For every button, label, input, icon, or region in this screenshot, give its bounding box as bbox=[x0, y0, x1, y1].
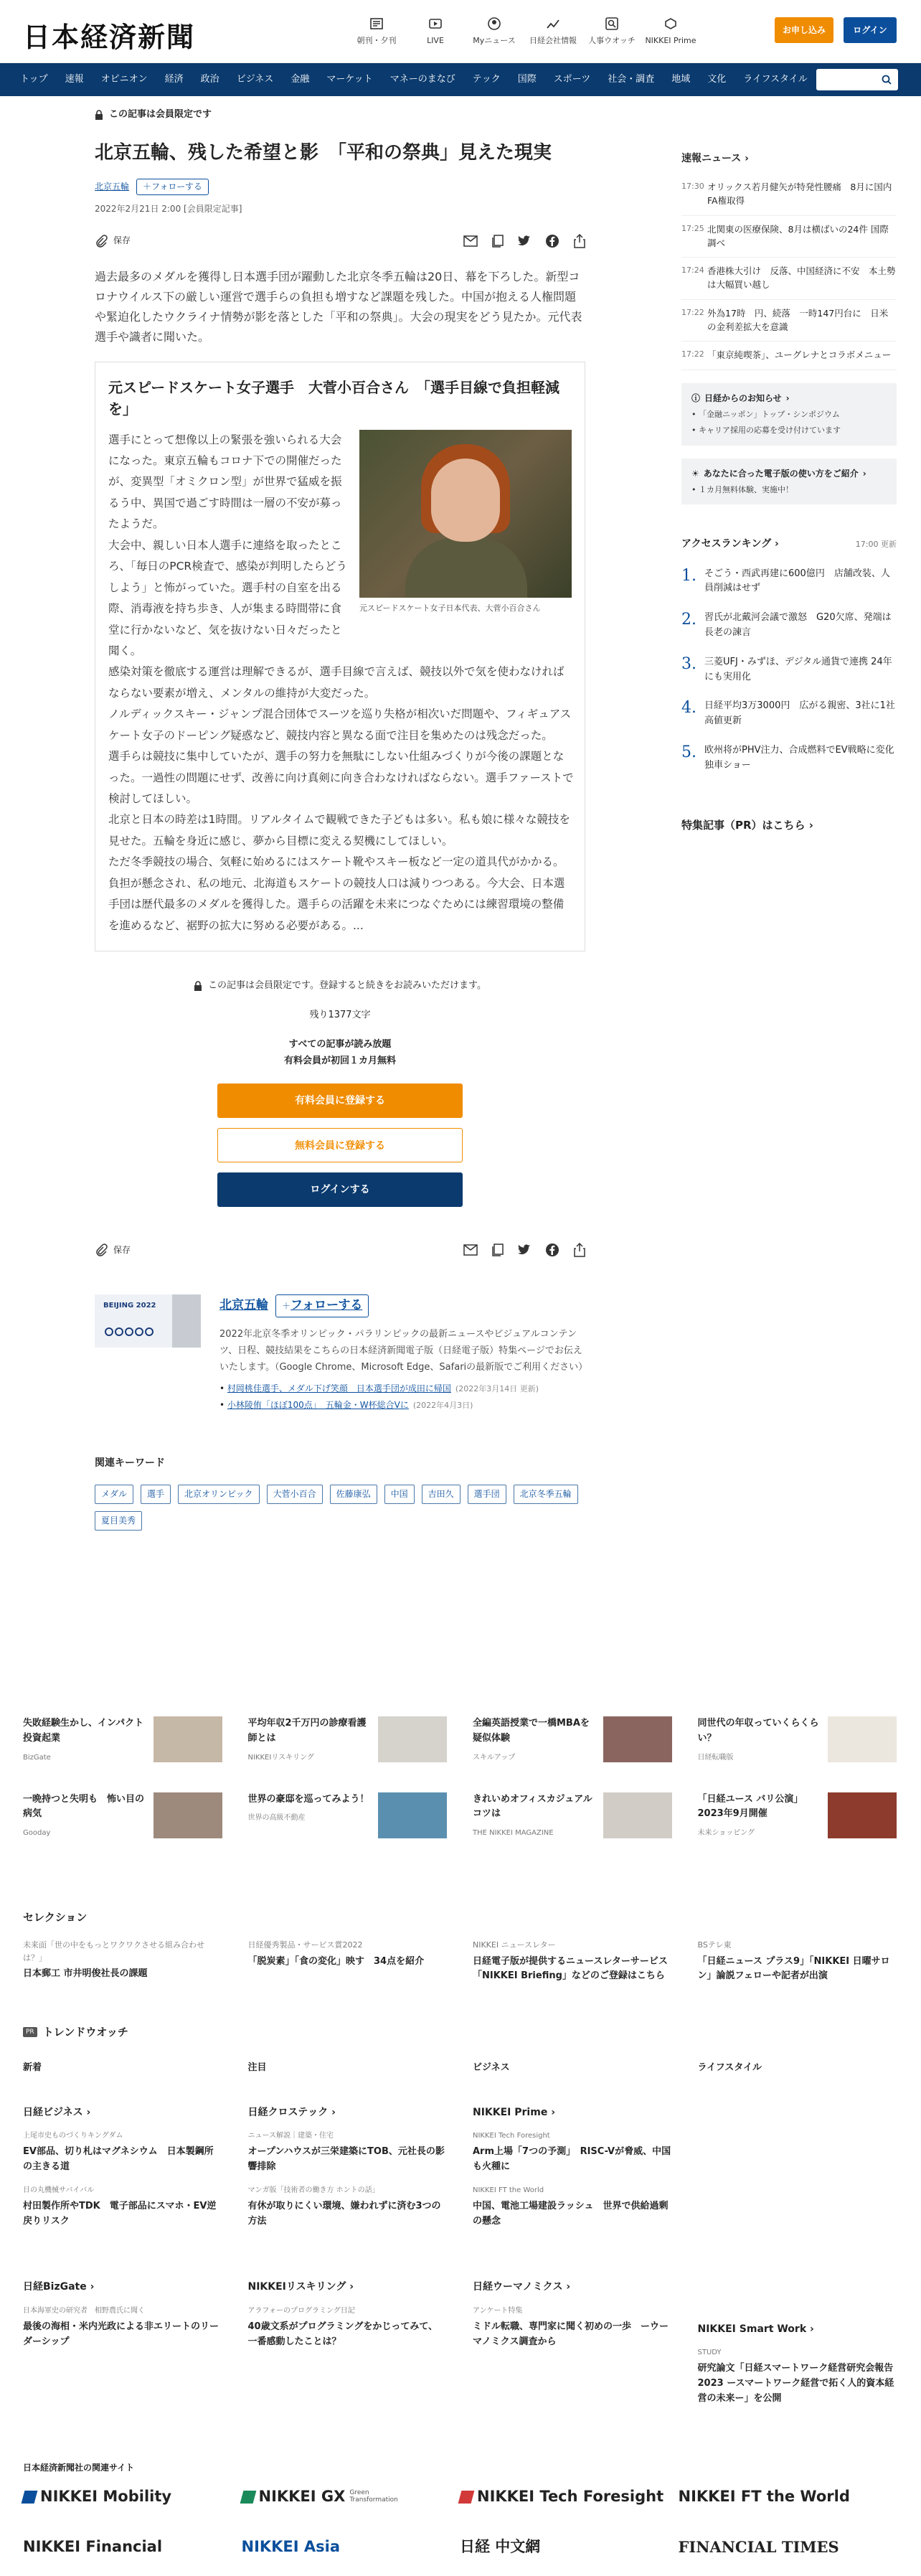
promo-image bbox=[603, 1792, 672, 1838]
paperclip-icon bbox=[95, 235, 108, 248]
topic-row bbox=[95, 179, 585, 195]
site-header bbox=[0, 0, 921, 63]
article-date: 2022年2月21日 2:00 [会員限定記事] bbox=[95, 204, 242, 215]
share-icon[interactable] bbox=[574, 234, 585, 248]
user-icon bbox=[486, 16, 502, 32]
topic-link-item: • 小林陵侑「ほぼ100点」 五輪金・W杯総合Vに (2022年4月3日) bbox=[219, 1399, 473, 1410]
login-button[interactable]: ログイン bbox=[844, 17, 897, 43]
nav-item[interactable]: 金融 bbox=[291, 73, 310, 85]
promo-item[interactable]: 一晩持つと失明も 怖い目の病気 Gooday bbox=[23, 1792, 222, 1840]
trend-article[interactable]: 研究論文「日経スマートワーク経営研究会報告2023 ースマートワーク経営で拓く人的資本経営の未来ー」を公開 bbox=[697, 2363, 894, 2404]
group-sites-heading: 日本経済新聞社の関連サイト bbox=[23, 2463, 135, 2473]
topic-links bbox=[219, 1382, 585, 1412]
newspaper-icon bbox=[369, 16, 384, 32]
copy-icon[interactable] bbox=[492, 1244, 504, 1256]
paywall-notice: この記事は会員限定です。登録すると続きをお読みいただけます。 bbox=[95, 979, 585, 994]
lock-icon bbox=[194, 981, 202, 991]
promo-item[interactable]: 同世代の年収っていくらくらい？ 日経転職版 bbox=[698, 1716, 897, 1764]
trend-article[interactable]: オープンハウスが三栄建築にTOB、元社長の影響排除 bbox=[247, 2146, 445, 2172]
promo-grid bbox=[23, 1716, 897, 1839]
selection-item[interactable]: 日経優秀製品・サービス賞2022 「脱炭素」「食の変化」映す 34点を紹介 bbox=[247, 1940, 425, 1967]
nav-item[interactable]: 社会・調査 bbox=[608, 73, 655, 85]
photo-caption: 元スピードスケート女子日本代表、大菅小百合さん bbox=[359, 603, 541, 613]
nav-item[interactable]: 速報 bbox=[65, 73, 84, 85]
sidebar bbox=[681, 151, 904, 834]
breaking-news-item[interactable]: 17:25 北関東の医療保険、8月は横ばいの24件 国際調べ bbox=[681, 216, 897, 258]
brand-link[interactable]: 日経クロステック › bbox=[247, 2106, 336, 2118]
follow-button[interactable]: ＋フォローする bbox=[136, 179, 209, 195]
pr-badge: PR bbox=[23, 2027, 37, 2037]
interview-photo bbox=[359, 430, 572, 615]
topic-link-item: • 村岡桃佳選手、メダル下げ笑顔 日本選手団が成田に帰国 (2022年3月14日 更新) bbox=[219, 1383, 539, 1393]
breaking-news-item[interactable]: 17:30 オリックス若月健矢が特発性腰痛 8月に国内FA権取得 bbox=[681, 174, 897, 216]
keyword-tag[interactable]: 佐藤康弘 bbox=[330, 1485, 377, 1504]
topic-info bbox=[219, 1294, 588, 1412]
info-icon: ⓘ bbox=[691, 393, 701, 404]
lock-icon bbox=[95, 110, 103, 120]
members-only-label: この記事は会員限定です bbox=[95, 108, 585, 123]
paperclip-icon bbox=[95, 1244, 108, 1256]
ranking-item[interactable]: 1. そごう・西武再建に600億円 店舗改装、人員削減はせず bbox=[681, 566, 890, 594]
paragraph: ノルディックスキー・ジャンプ混合団体でスーツを巡り失格が相次いだ問題や、フィギュアスケート女子のドーピング疑惑など、競技内容と異なる面で注目を集めたのは残念だった。 bbox=[108, 708, 572, 742]
promo-item[interactable]: 「日経ユース バリ公演」2023年9月開催 未来ショッピング bbox=[698, 1792, 897, 1840]
header-personnel-link[interactable]: 人事ウオッチ bbox=[582, 16, 641, 47]
main-nav bbox=[0, 63, 921, 96]
paragraph: 大会中、親しい日本人選手に連絡を取ったところ、「毎日のPCR検査で、感染が判明したらどうしよう」と怖がっていた。選手村の自室を出る際、消毒液を持ち歩き、人が集まる時間帯に食堂に行かないなど、気を抜けない日々だったと聞く。 bbox=[108, 538, 347, 657]
trend-article[interactable]: 村田製作所やTDK 電子部品にスマホ・EV逆戻りリスク bbox=[23, 2200, 217, 2227]
keyword-tag[interactable]: 中国 bbox=[384, 1485, 415, 1504]
register-button[interactable]: お申し込み bbox=[775, 17, 833, 43]
share-icons bbox=[463, 1243, 585, 1257]
ranking-item[interactable]: 5. 欧州将がPHV注力、合成燃料でEV戦略に変化 独車ショー bbox=[681, 743, 904, 771]
article-main bbox=[95, 108, 588, 1531]
topic-section bbox=[95, 1294, 588, 1412]
trend-article[interactable]: 40歳文系がプログラミングをかじってみて、一番感動したことは？ bbox=[247, 2321, 438, 2347]
save-button[interactable]: 保存 bbox=[95, 234, 131, 248]
keyword-tag[interactable]: 夏目美秀 bbox=[95, 1511, 142, 1531]
keyword-tag[interactable]: メダル bbox=[95, 1485, 133, 1504]
brand-link[interactable]: 日経ウーマノミクス › bbox=[473, 2281, 571, 2293]
notice-heading[interactable]: ☀ あなたに合った電子版の使い方をご紹介 › bbox=[691, 467, 887, 481]
breaking-news-heading[interactable]: 速報ニュース › bbox=[681, 153, 749, 164]
share-icon[interactable] bbox=[574, 1243, 585, 1257]
follow-button[interactable]: ＋フォローする bbox=[275, 1294, 369, 1317]
beijing-2022-logo[interactable]: BEIJING 2022 bbox=[95, 1294, 201, 1348]
brand-link[interactable]: NIKKEI Smart Work › bbox=[697, 2323, 814, 2335]
olympic-rings-icon bbox=[105, 1327, 154, 1336]
interview-box bbox=[95, 362, 585, 952]
keyword-tag[interactable]: 選手 bbox=[141, 1485, 171, 1504]
share-icons bbox=[463, 234, 585, 248]
keyword-tag[interactable]: 北京オリンピック bbox=[178, 1485, 260, 1504]
promo-item[interactable]: 平均年収2千万円の診療看護師とは NIKKEIリスキリング bbox=[248, 1716, 448, 1764]
article-lead: 過去最多のメダルを獲得し日本選手団が躍動した北京冬季五輪は20日、幕を下ろした。新型コロナウイルス下の厳しい運営で選手らの負担も増すなど課題を残した。中国が抱える人権問題や緊迫化したウクライナ情勢が影を落とした「平和の祭典」。大会の現実をどう見たか。元代表選手や識者に聞いた。 bbox=[95, 269, 582, 344]
promo-image bbox=[828, 1716, 897, 1762]
paid-register-button[interactable]: 有料会員に登録する bbox=[217, 1083, 463, 1118]
copy-icon[interactable] bbox=[492, 235, 504, 248]
breaking-news-item[interactable]: 17:22 「東京純喫茶」、ユーグレナとコラボメニュー bbox=[681, 342, 897, 370]
article-title: 北京五輪、残した希望と影 「平和の祭典」見えた現実 bbox=[95, 141, 552, 164]
interview-title: 元スピードスケート女子選手 大菅小百合さん 「選手目線で負担軽減を」 bbox=[108, 378, 559, 418]
ranking-title[interactable]: アクセスランキング › bbox=[681, 538, 779, 550]
live-icon bbox=[428, 16, 443, 32]
search-icon bbox=[604, 16, 620, 32]
site-logo[interactable]: 日本経済新聞 bbox=[23, 21, 196, 53]
selection-item[interactable]: BSテレ東 「日経ニュース プラス9」「NIKKEI 日曜サロン」論説フェローや記者が出演 bbox=[697, 1940, 890, 1982]
ranking-heading bbox=[681, 536, 897, 552]
trend-column: 注目 日経クロステック › ニュース解説｜建築・住宅 オープンハウスが三栄建築にTOB、元社長の影響排除 マンガ版「技術者の働き方 ホントの話」 有休が取りにくい環境、嫌われずに済む3つの方法 NIKKEIリスキリング › アラフォーのプログラミング日記 40歳文系がプログラミングをかじってみて、一番感動したことは？ bbox=[248, 2061, 448, 2407]
chart-icon bbox=[545, 16, 561, 32]
promo-item[interactable]: きれいめオフィスカジュアル コツは THE NIKKEI MAGAZINE bbox=[473, 1792, 672, 1840]
paywall bbox=[95, 979, 585, 1207]
facebook-icon[interactable] bbox=[545, 234, 559, 248]
selection-section bbox=[23, 1909, 897, 1984]
brand-link[interactable]: 日経ビジネス › bbox=[23, 2106, 91, 2118]
paragraph: ただ冬季競技の場合、気軽に始めるにはスケート靴やスキー板など一定の道具代がかかる。負担が懸念され、私の地元、北海道もスケートの競技人口は減りつつある。今大会、日本選手団は歴代最多のメダルを獲得した。選手らの活躍を未来につなぐためには練習環境の整備を進めるなど、裾野の拡大に努める必要がある。... bbox=[108, 855, 565, 932]
breaking-news-item[interactable]: 17:24 香港株大引け 反落、中国経済に不安 本土勢は大幅買い越し bbox=[681, 258, 897, 300]
trend-watch-section bbox=[23, 2023, 897, 2407]
paragraph: 選手にとって想像以上の緊張を強いられる大会になった。東京五輪もコロナ下での開催だったが、変異型「オミクロン型」が世界で猛威を振るう中、異国で過ごす時間は一層の不安が募ったようだ。 bbox=[108, 433, 342, 531]
trend-column: 新着 日経ビジネス › 上尾市史ものづくりキングダム EV部品、切り札はマグネシウム 日本製鋼所の主きる道 日の丸機械サバイバル 村田製作所やTDK 電子部品にスマホ・EV逆戻りリスク 日経BizGate › 日本海軍史の研究者 相野農氏に聞く 最後の海相・米内光政による非エリートのリーダーシップ bbox=[23, 2061, 222, 2407]
selection-item[interactable]: 未来面「世の中をもっとワクワクさせる組み合わせは？」 日本郵工 市井明俊社長の課題 bbox=[23, 1940, 204, 1980]
notice-heading[interactable]: ⓘ 日経からのお知らせ › bbox=[691, 392, 887, 405]
facebook-icon[interactable] bbox=[545, 1243, 559, 1257]
twitter-icon[interactable] bbox=[518, 1244, 531, 1256]
promo-image bbox=[828, 1792, 897, 1838]
nav-item[interactable]: マーケット bbox=[326, 73, 373, 85]
nav-item[interactable]: テック bbox=[472, 73, 501, 85]
paywall-login-button[interactable]: ログインする bbox=[217, 1172, 463, 1207]
nav-item[interactable]: ビジネス bbox=[236, 73, 274, 85]
prime-icon bbox=[663, 16, 679, 32]
paywall-benefits: すべての記事が読み放題 有料会員が初回１カ月無料 bbox=[283, 1038, 396, 1067]
keyword-tag[interactable]: 大菅小百合 bbox=[267, 1485, 323, 1504]
promo-image bbox=[154, 1716, 222, 1762]
topic-name-row bbox=[219, 1294, 585, 1317]
breaking-news-item[interactable]: 17:22 外為17時 円、続落 一時147円台に 日米の金利差拡大を意識 bbox=[681, 300, 897, 342]
notice-item[interactable]: • 「金融ニッポン」トップ・シンポジウム bbox=[691, 410, 840, 420]
promo-image bbox=[603, 1716, 672, 1762]
nikkei-chinese-logo[interactable]: 日経 中文網 bbox=[460, 2538, 541, 2556]
nav-item[interactable]: オピニオン bbox=[100, 73, 148, 85]
nav-item[interactable]: トップ bbox=[20, 73, 48, 85]
selection-heading: セレクション bbox=[23, 1911, 88, 1924]
twitter-icon[interactable] bbox=[518, 235, 531, 247]
header-mynews-link[interactable]: Myニュース bbox=[465, 16, 524, 47]
header-newspaper-link[interactable]: 朝刊・夕刊 bbox=[347, 16, 406, 47]
mail-icon[interactable] bbox=[463, 1244, 478, 1256]
keyword-tag[interactable]: 北京冬季五輪 bbox=[514, 1485, 578, 1504]
pr-heading[interactable]: 特集記事（PR）はこちら › bbox=[681, 818, 813, 832]
article-toolbar-bottom bbox=[95, 1243, 585, 1257]
trend-heading: PR トレンドウオッチ bbox=[23, 2023, 897, 2041]
trend-columns bbox=[23, 2061, 897, 2407]
keyword-tag[interactable]: 吉田久 bbox=[422, 1485, 461, 1504]
nav-item[interactable]: 国際 bbox=[517, 73, 537, 85]
ranking-item[interactable]: 2. 習氏が北戴河会議で激怒 G20欠席、発端は長老の諫言 bbox=[681, 611, 892, 639]
ranking-updated: 17:00 更新 bbox=[855, 539, 897, 549]
remaining-chars: 残り1377文字 bbox=[309, 1009, 371, 1020]
paragraph: 北京と日本の時差は1時間。リアルタイムで観戦できた子どもは多い。私も娘に様々な競技を見せた。五輪を身近に感じ、夢から目標に変える契機にしてほしい。 bbox=[108, 813, 570, 847]
promo-item[interactable]: 失敗経験生かし、インパクト投資起業 BizGate bbox=[23, 1716, 222, 1764]
trend-article[interactable]: 有休が取りにくい環境、嫌われずに済む3つの方法 bbox=[247, 2200, 441, 2227]
nav-item[interactable]: 経済 bbox=[164, 73, 184, 85]
promo-image bbox=[378, 1792, 447, 1838]
topic-link[interactable]: 北京五輪 bbox=[95, 182, 130, 192]
nikkei-gx-logo[interactable]: NIKKEI GX Green Transformation bbox=[242, 2483, 461, 2511]
keywords-heading: 関連キーワード bbox=[95, 1457, 165, 1470]
promo-image bbox=[378, 1716, 447, 1762]
header-company-info-link[interactable]: 日経会社情報 bbox=[524, 16, 582, 47]
header-icon-bar bbox=[347, 16, 700, 47]
header-prime-link[interactable]: NIKKEI Prime bbox=[641, 16, 700, 47]
trend-column: ライフスタイル NIKKEI Smart Work › STUDY 研究論文「日経スマートワーク経営研究会報告2023 ースマートワーク経営で拓く人的資本経営の未来ー」を公開 bbox=[698, 2061, 897, 2407]
save-button[interactable]: 保存 bbox=[95, 1244, 131, 1257]
trend-column: ビジネス NIKKEI Prime › NIKKEI Tech Foresight Arm上場「7つの予測」 RISC-Vが脅威、中国も火種に NIKKEI FT the World 中国、電池工場建設ラッシュ 世界で供給過剰の懸念 日経ウーマノミクス › アンケート特集 ミドル転職、専門家に聞く初めの一歩 ーウーマノミクス調査から bbox=[473, 2061, 672, 2407]
brand-link[interactable]: NIKKEI Prime › bbox=[473, 2106, 555, 2118]
group-logos bbox=[23, 2483, 897, 2562]
selection-grid bbox=[23, 1939, 897, 1984]
photo-image bbox=[359, 430, 572, 598]
nav-item[interactable]: 文化 bbox=[707, 73, 727, 85]
ranking-item[interactable]: 3. 三菱UFJ・みずほ、デジタル通貨で連携 24年にも実用化 bbox=[681, 654, 892, 682]
selection-item[interactable]: NIKKEI ニュースレター 日経電子版が提供するニュースレターサービス「NIKKEI Briefing」などのご登録はこちら bbox=[473, 1940, 668, 1982]
nav-item[interactable]: ライフスタイル bbox=[743, 73, 808, 85]
paragraph: 選手らは競技に集中していたが、選手の努力を無駄にしない仕組みづくりが今後の課題となった。一過性の問題にせず、改善に向け真剣に向き合わなければならない。選手ファーストで検討してほしい。 bbox=[108, 750, 574, 805]
trend-article[interactable]: EV部品、切り札はマグネシウム 日本製鋼所の主きる道 bbox=[23, 2146, 214, 2172]
usage-guide-box bbox=[681, 459, 897, 505]
article-toolbar bbox=[95, 234, 585, 248]
nav-item[interactable]: スポーツ bbox=[553, 73, 591, 85]
keyword-tag[interactable]: 選手団 bbox=[468, 1485, 506, 1504]
promo-item[interactable]: 世界の豪邸を巡ってみよう！ 世界の高級不動産 bbox=[248, 1792, 448, 1840]
keywords-list bbox=[95, 1485, 590, 1531]
notice-item[interactable]: • キャリア採用の応募を受け付けています bbox=[691, 425, 841, 435]
brand-link[interactable]: NIKKEIリスキリング › bbox=[247, 2281, 354, 2293]
mail-icon[interactable] bbox=[463, 235, 478, 247]
promo-image bbox=[154, 1792, 222, 1838]
trend-article[interactable]: Arm上場「7つの予測」 RISC-Vが脅威、中国も火種に bbox=[473, 2146, 671, 2172]
free-register-button[interactable]: 無料会員に登録する bbox=[217, 1128, 463, 1162]
bulb-icon: ☀ bbox=[691, 468, 699, 479]
header-live-link[interactable]: LIVE bbox=[406, 16, 465, 47]
topic-description: 2022年北京冬季オリンピック・パラリンピックの最新ニュースやビジュアルコンテンツ、日程、競技結果をこちらの日本経済新聞電子版（日経電子版）特集ページでお伝えいたします。（Google Chrome、Microsoft Edge、Safariの最新版でご利用ください） bbox=[219, 1328, 588, 1373]
search-icon[interactable] bbox=[881, 74, 892, 85]
nikkei-financial-logo[interactable]: NIKKEI Financial bbox=[23, 2538, 163, 2556]
trend-article[interactable]: 中国、電池工場建設ラッシュ 世界で供給過剰の懸念 bbox=[473, 2200, 669, 2227]
trend-article[interactable]: 最後の海相・米内光政による非エリートのリーダーシップ bbox=[23, 2321, 219, 2347]
promo-item[interactable]: 全編英語授業で一橋MBAを疑似体験 スキルアップ bbox=[473, 1716, 672, 1764]
nav-item[interactable]: 地域 bbox=[671, 73, 691, 85]
nikkei-mobility-logo[interactable]: NIKKEI Mobility bbox=[23, 2483, 242, 2511]
trend-article[interactable]: ミドル転職、専門家に聞く初めの一歩 ーウーマノミクス調査から bbox=[473, 2321, 669, 2347]
ranking-item[interactable]: 4. 日経平均3万3000円 広がる親密、3社に1社高値更新 bbox=[681, 699, 895, 727]
nikkei-ft-the-world-logo[interactable]: NIKKEI FT the World bbox=[678, 2488, 850, 2506]
nav-item[interactable]: マネーのまなび bbox=[389, 73, 455, 85]
nikkei-notice-box bbox=[681, 383, 897, 445]
notice-item[interactable]: • １カ月無料体験、実施中！ bbox=[691, 484, 793, 494]
brand-link[interactable]: 日経BizGate › bbox=[23, 2281, 95, 2293]
search-input[interactable]: 記事・銘柄 bbox=[816, 69, 898, 90]
nikkei-tech-foresight-logo[interactable]: NIKKEI Tech Foresight bbox=[460, 2483, 679, 2511]
nav-item[interactable]: 政治 bbox=[200, 73, 219, 85]
paragraph: 感染対策を徹底する運営は理解できるが、選手目線で言えば、競技以外で気を使わなければならない要素が増え、メンタルの維持が大変だった。 bbox=[108, 665, 565, 700]
topic-name-link[interactable]: 北京五輪 bbox=[219, 1298, 268, 1313]
financial-times-logo[interactable]: FINANCIAL TIMES bbox=[678, 2538, 839, 2557]
nikkei-asia-logo[interactable]: NIKKEI Asia bbox=[241, 2538, 341, 2556]
